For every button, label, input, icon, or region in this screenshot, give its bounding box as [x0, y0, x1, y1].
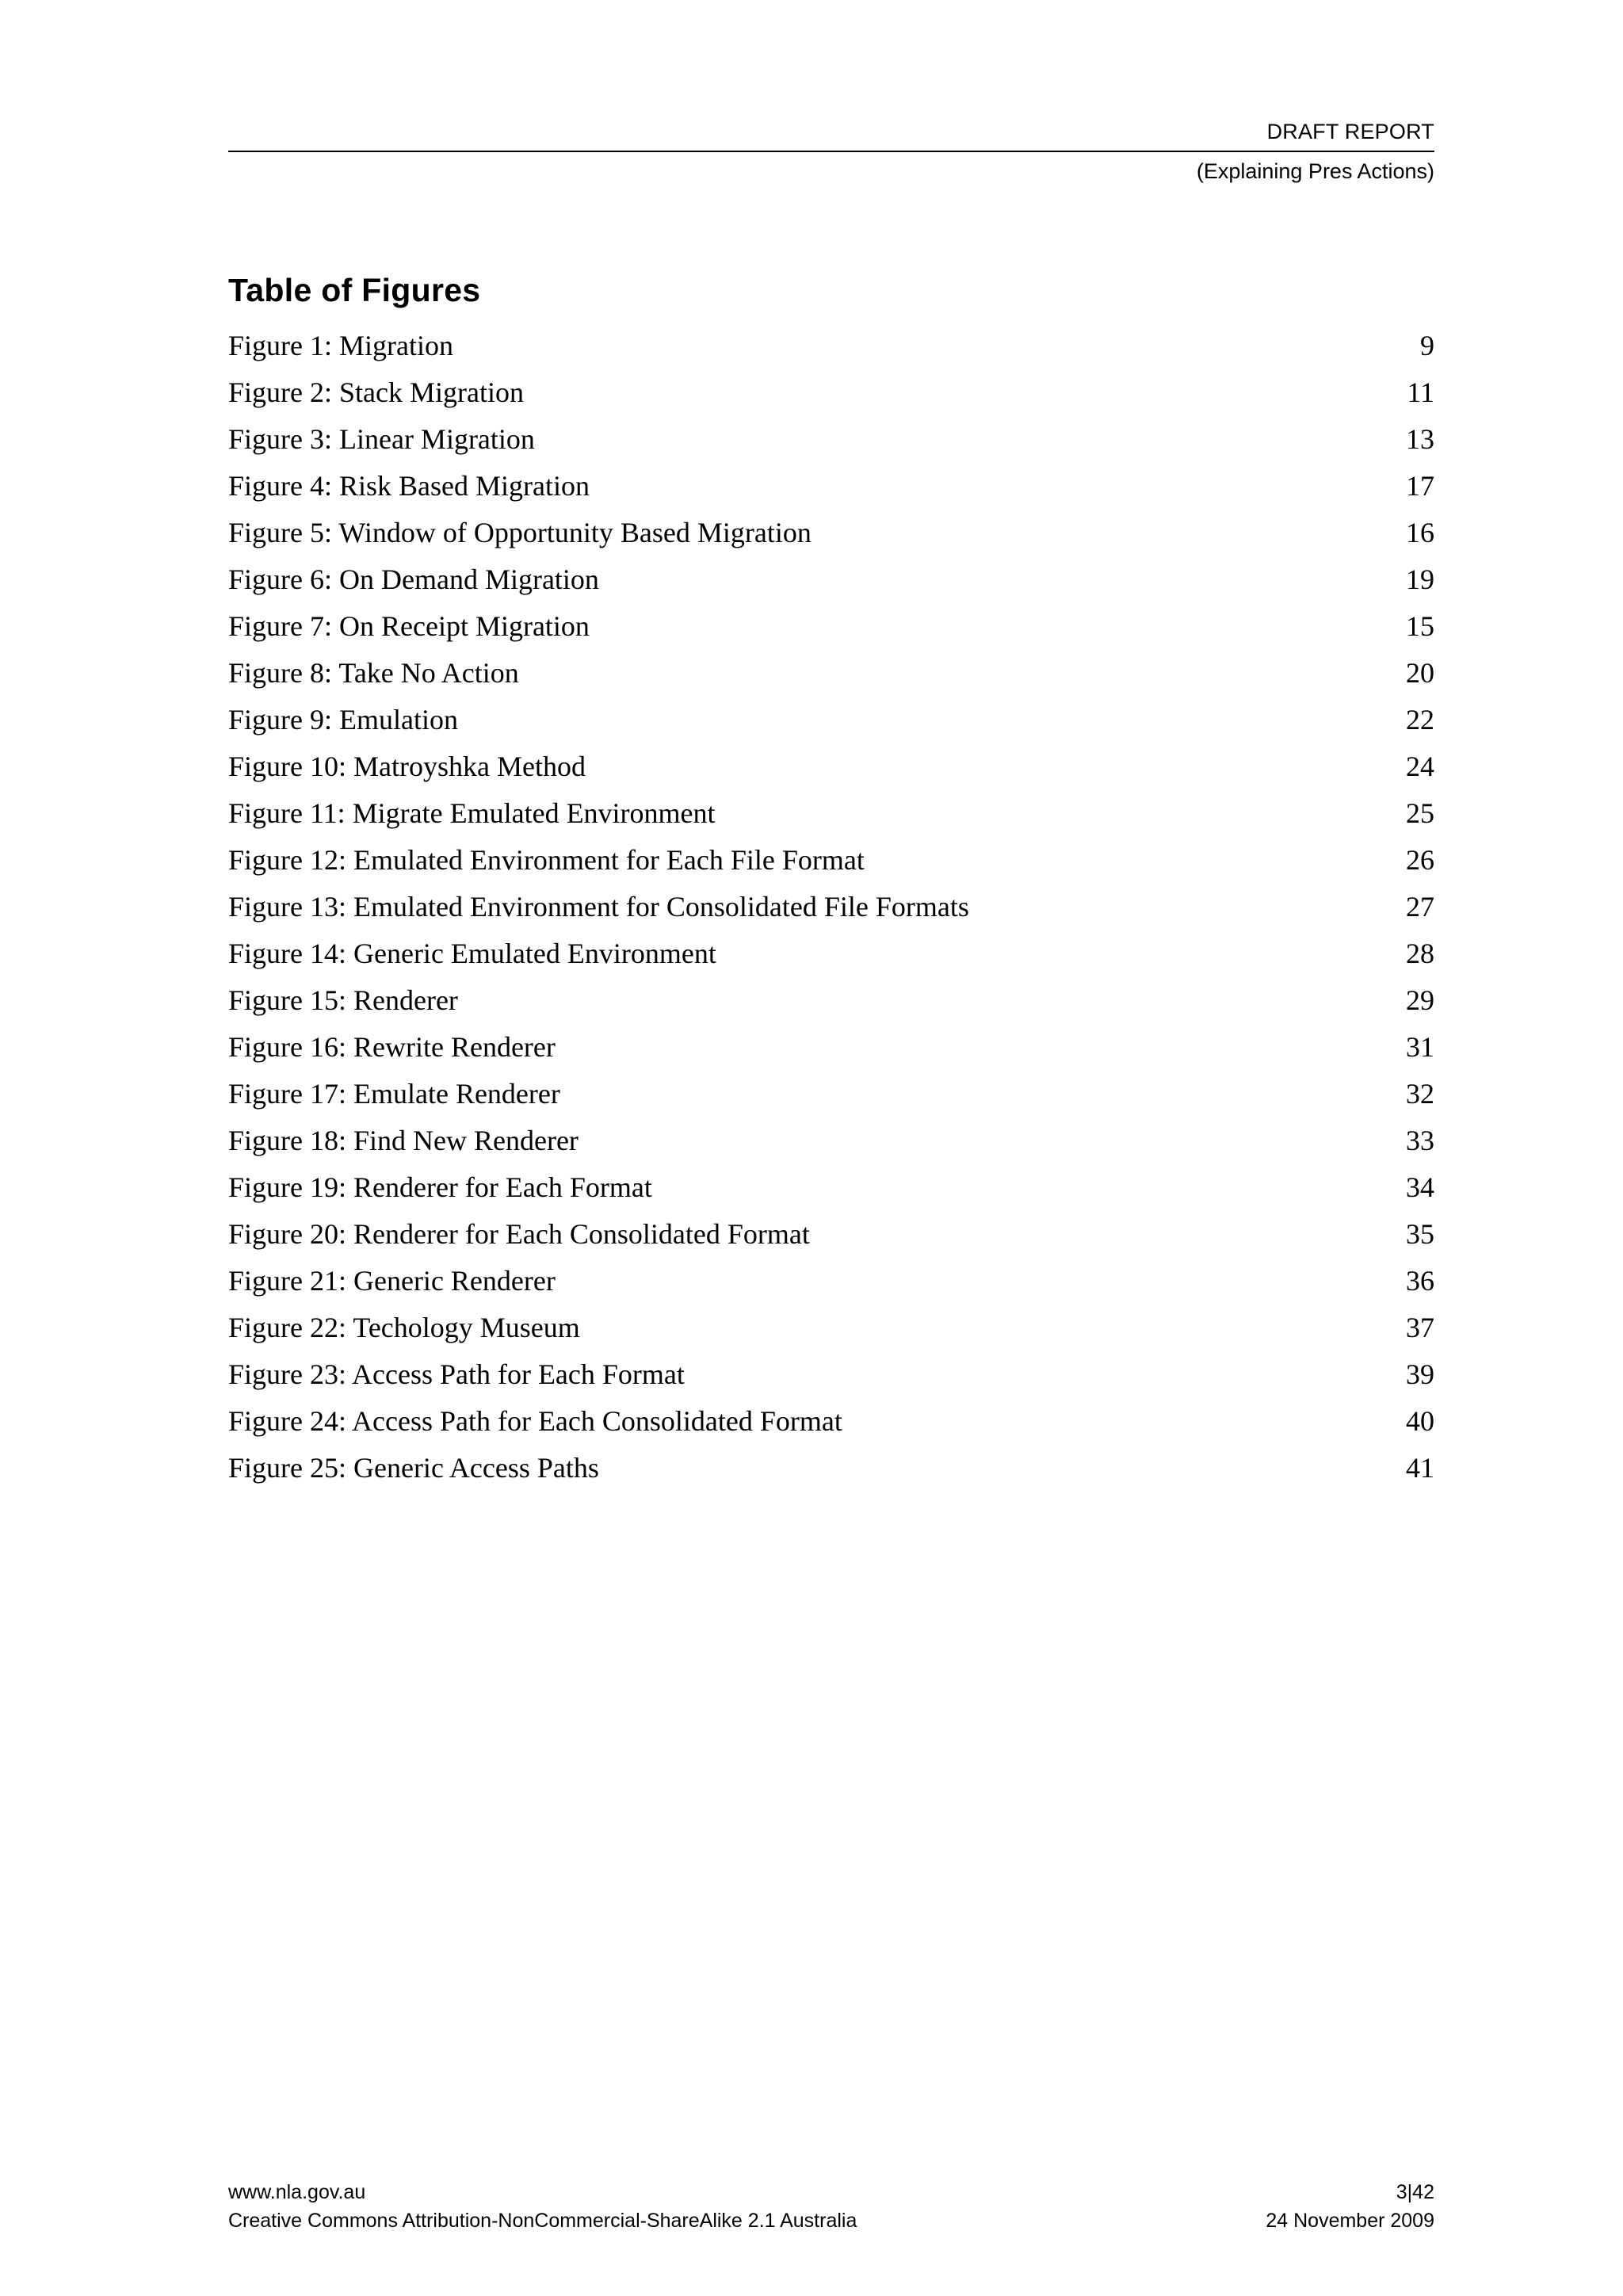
entry-page-number: 28 — [1406, 938, 1434, 969]
header-subtitle: (Explaining Pres Actions) — [1196, 159, 1434, 183]
header-title: DRAFT REPORT — [1266, 120, 1434, 143]
entry-label: Figure 18: Find New Renderer — [228, 1125, 579, 1156]
table-of-figures-entry[interactable] — [228, 1445, 1434, 1492]
table-of-figures-list — [228, 323, 1434, 1492]
entry-page-number: 25 — [1406, 797, 1434, 829]
entry-label: Figure 16: Rewrite Renderer — [228, 1031, 556, 1063]
entry-label: Figure 3: Linear Migration — [228, 423, 535, 455]
table-of-figures-entry[interactable] — [228, 930, 1434, 977]
entry-page-number: 31 — [1406, 1031, 1434, 1063]
footer-date: 24 November 2009 — [1266, 2210, 1434, 2233]
entry-label: Figure 6: On Demand Migration — [228, 563, 599, 595]
entry-page-number: 35 — [1406, 1218, 1434, 1250]
table-of-figures-entry[interactable] — [228, 790, 1434, 837]
entry-label: Figure 13: Emulated Environment for Consolidated File Formats — [228, 891, 969, 923]
entry-label: Figure 22: Techology Museum — [228, 1312, 580, 1343]
table-of-figures-entry[interactable] — [228, 697, 1434, 743]
page-header — [228, 119, 1434, 185]
footer-row-top — [228, 2178, 1434, 2206]
page-footer — [228, 2178, 1434, 2236]
table-of-figures-entry[interactable] — [228, 1258, 1434, 1305]
entry-page-number: 22 — [1406, 704, 1434, 735]
entry-page-number: 39 — [1406, 1358, 1434, 1390]
table-of-figures-entry[interactable] — [228, 743, 1434, 790]
entry-label: Figure 5: Window of Opportunity Based Migration — [228, 517, 812, 548]
entry-page-number: 32 — [1406, 1078, 1434, 1110]
entry-label: Figure 1: Migration — [228, 330, 453, 361]
table-of-figures-entry[interactable] — [228, 323, 1434, 369]
entry-label: Figure 10: Matroyshka Method — [228, 751, 586, 782]
entry-label: Figure 9: Emulation — [228, 704, 458, 735]
table-of-figures-entry[interactable] — [228, 884, 1434, 930]
entry-page-number: 9 — [1420, 330, 1434, 361]
entry-page-number: 33 — [1406, 1125, 1434, 1156]
entry-page-number: 19 — [1406, 563, 1434, 595]
table-of-figures-entry[interactable] — [228, 1024, 1434, 1071]
entry-page-number: 13 — [1406, 423, 1434, 455]
entry-label: Figure 17: Emulate Renderer — [228, 1078, 560, 1110]
table-of-figures-entry[interactable] — [228, 1071, 1434, 1117]
entry-label: Figure 15: Renderer — [228, 984, 458, 1016]
entry-page-number: 17 — [1406, 470, 1434, 502]
entry-page-number: 27 — [1406, 891, 1434, 923]
entry-label: Figure 25: Generic Access Paths — [228, 1452, 599, 1484]
table-of-figures-entry[interactable] — [228, 556, 1434, 603]
table-of-figures-entry[interactable] — [228, 603, 1434, 650]
entry-page-number: 41 — [1406, 1452, 1434, 1484]
table-of-figures-entry[interactable] — [228, 510, 1434, 556]
table-of-figures-entry[interactable] — [228, 463, 1434, 510]
table-of-figures-entry[interactable] — [228, 369, 1434, 416]
entry-label: Figure 23: Access Path for Each Format — [228, 1358, 685, 1390]
page-title: Table of Figures — [228, 272, 481, 308]
entry-page-number: 16 — [1406, 517, 1434, 548]
entry-page-number: 20 — [1406, 657, 1434, 689]
entry-label: Figure 14: Generic Emulated Environment — [228, 938, 716, 969]
table-of-figures-entry[interactable] — [228, 1305, 1434, 1351]
table-of-figures-entry[interactable] — [228, 650, 1434, 697]
entry-label: Figure 7: On Receipt Migration — [228, 610, 590, 642]
table-of-figures-entry[interactable] — [228, 977, 1434, 1024]
entry-label: Figure 8: Take No Action — [228, 657, 519, 689]
entry-label: Figure 4: Risk Based Migration — [228, 470, 590, 502]
footer-license: Creative Commons Attribution-NonCommercial-ShareAlike 2.1 Australia — [228, 2210, 857, 2233]
table-of-figures-entry[interactable] — [228, 1164, 1434, 1211]
entry-label: Figure 11: Migrate Emulated Environment — [228, 797, 716, 829]
entry-label: Figure 19: Renderer for Each Format — [228, 1171, 652, 1203]
entry-page-number: 11 — [1407, 376, 1434, 408]
table-of-figures-entry[interactable] — [228, 1211, 1434, 1258]
entry-page-number: 24 — [1406, 751, 1434, 782]
entry-page-number: 15 — [1406, 610, 1434, 642]
entry-label: Figure 21: Generic Renderer — [228, 1265, 556, 1297]
entry-page-number: 40 — [1406, 1405, 1434, 1437]
entry-label: Figure 24: Access Path for Each Consolidated Format — [228, 1405, 842, 1437]
entry-label: Figure 2: Stack Migration — [228, 376, 524, 408]
table-of-figures-entry[interactable] — [228, 1117, 1434, 1164]
entry-page-number: 37 — [1406, 1312, 1434, 1343]
entry-page-number: 34 — [1406, 1171, 1434, 1203]
table-of-figures-entry[interactable] — [228, 1351, 1434, 1398]
entry-label: Figure 20: Renderer for Each Consolidated Format — [228, 1218, 810, 1250]
table-of-figures-entry[interactable] — [228, 1398, 1434, 1445]
footer-page-indicator: 3|42 — [1396, 2181, 1434, 2203]
table-of-figures-entry[interactable] — [228, 416, 1434, 463]
entry-label: Figure 12: Emulated Environment for Each File Format — [228, 844, 865, 876]
table-of-figures-section — [228, 272, 1434, 1492]
entry-page-number: 36 — [1406, 1265, 1434, 1297]
table-of-figures-entry[interactable] — [228, 837, 1434, 884]
footer-row-bottom — [228, 2206, 1434, 2235]
entry-page-number: 26 — [1406, 844, 1434, 876]
footer-website[interactable]: www.nla.gov.au — [228, 2181, 366, 2203]
entry-page-number: 29 — [1406, 984, 1434, 1016]
